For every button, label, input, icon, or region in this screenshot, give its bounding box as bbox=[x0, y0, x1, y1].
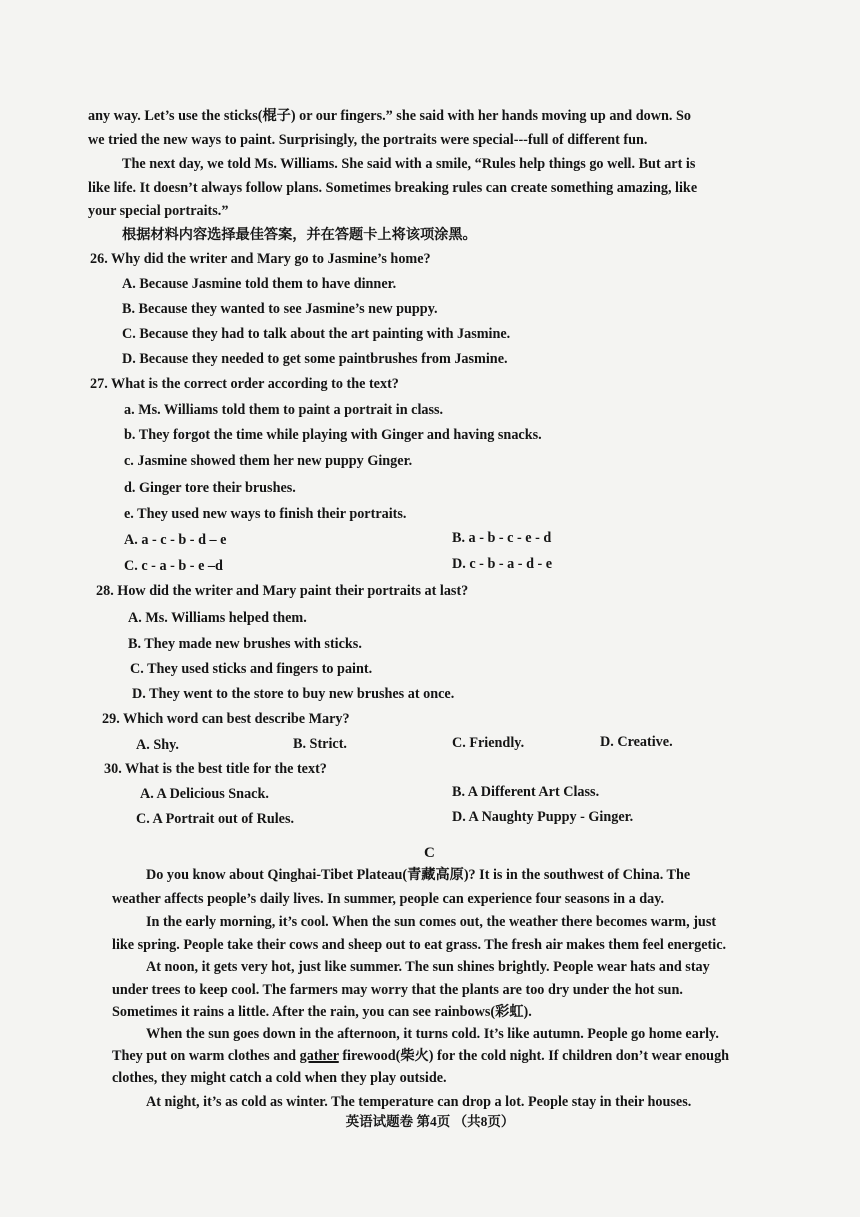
passage-line: like life. It doesn’t always follow plans. Sometimes breaking rules can create something amazing, like bbox=[88, 180, 698, 196]
option-b[interactable]: B. Strict. bbox=[293, 736, 347, 752]
passage-line: The next day, we told Ms. Williams. She said with a smile, “Rules help things go well. But art is bbox=[122, 156, 696, 172]
option-a[interactable]: A. Shy. bbox=[136, 737, 179, 753]
question-stem: 26. Why did the writer and Mary go to Jasmine’s home? bbox=[90, 251, 431, 267]
text-run: They put on warm clothes and bbox=[112, 1048, 300, 1064]
option-d[interactable]: D. They went to the store to buy new brushes at once. bbox=[132, 686, 455, 702]
event-item: a. Ms. Williams told them to paint a portrait in class. bbox=[124, 402, 444, 418]
question-stem: 27. What is the correct order according to the text? bbox=[90, 376, 399, 392]
passage-line: Do you know about Qinghai-Tibet Plateau(青藏高原)? It is in the southwest of China. The bbox=[146, 867, 691, 883]
passage-line: any way. Let’s use the sticks(棍子) or our fingers.” she said with her hands moving up and down. So bbox=[88, 108, 691, 124]
option-a[interactable]: A. a - c - b - d – e bbox=[124, 532, 227, 548]
passage-line: At night, it’s as cold as winter. The temperature can drop a lot. People stay in their houses. bbox=[146, 1094, 692, 1110]
passage-line: weather affects people’s daily lives. In summer, people can experience four seasons in a day. bbox=[112, 891, 665, 907]
page-footer: 英语试题卷 第4页 （共8页） bbox=[345, 1114, 515, 1129]
text-run: firewood(柴火) for the cold night. If children don’t wear enough bbox=[338, 1048, 730, 1064]
option-d[interactable]: D. Creative. bbox=[600, 734, 673, 750]
instruction: 根据材料内容选择最佳答案，并在答题卡上将该项涂黑。 bbox=[122, 227, 477, 243]
passage-line: we tried the new ways to paint. Surprisingly, the portraits were special---full of different fun. bbox=[88, 132, 648, 148]
passage-line: like spring. People take their cows and sheep out to eat grass. The fresh air makes them feel energetic. bbox=[112, 937, 727, 953]
event-item: d. Ginger tore their brushes. bbox=[124, 480, 296, 496]
event-item: c. Jasmine showed them her new puppy Ginger. bbox=[124, 453, 413, 469]
option-d[interactable]: D. Because they needed to get some paintbrushes from Jasmine. bbox=[122, 351, 508, 367]
option-a[interactable]: A. Because Jasmine told them to have dinner. bbox=[122, 276, 397, 292]
passage-line: Sometimes it rains a little. After the rain, you can see rainbows(彩虹). bbox=[112, 1004, 532, 1020]
passage-line: your special portraits.” bbox=[88, 203, 229, 219]
option-c[interactable]: C. Because they had to talk about the art painting with Jasmine. bbox=[122, 326, 511, 342]
option-d[interactable]: D. A Naughty Puppy - Ginger. bbox=[452, 809, 634, 825]
event-item: b. They forgot the time while playing with Ginger and having snacks. bbox=[124, 427, 542, 443]
passage-line bbox=[112, 1047, 729, 1065]
underlined-word: gather bbox=[299, 1048, 339, 1064]
passage-line: At noon, it gets very hot, just like summer. The sun shines brightly. People wear hats and stay bbox=[146, 959, 710, 975]
question-stem: 29. Which word can best describe Mary? bbox=[102, 711, 350, 727]
passage-line: When the sun goes down in the afternoon, it turns cold. It’s like autumn. People go home early. bbox=[146, 1026, 719, 1042]
option-b[interactable]: B. Because they wanted to see Jasmine’s new puppy. bbox=[122, 301, 438, 317]
option-a[interactable]: A. Ms. Williams helped them. bbox=[128, 610, 307, 626]
passage-line: clothes, they might catch a cold when they play outside. bbox=[112, 1070, 447, 1086]
section-heading: C bbox=[424, 845, 435, 861]
option-c[interactable]: C. Friendly. bbox=[452, 735, 525, 751]
option-a[interactable]: A. A Delicious Snack. bbox=[140, 786, 269, 802]
option-c[interactable]: C. A Portrait out of Rules. bbox=[136, 811, 295, 827]
option-d[interactable]: D. c - b - a - d - e bbox=[452, 556, 553, 572]
option-b[interactable]: B. a - b - c - e - d bbox=[452, 530, 552, 546]
option-b[interactable]: B. They made new brushes with sticks. bbox=[128, 636, 362, 652]
passage-line: under trees to keep cool. The farmers may worry that the plants are too dry under the hot sun. bbox=[112, 982, 683, 998]
option-b[interactable]: B. A Different Art Class. bbox=[452, 784, 600, 800]
event-item: e. They used new ways to finish their portraits. bbox=[124, 506, 407, 522]
question-stem: 30. What is the best title for the text? bbox=[104, 761, 327, 777]
option-c[interactable]: C. They used sticks and fingers to paint. bbox=[130, 661, 373, 677]
option-c[interactable]: C. c - a - b - e –d bbox=[124, 558, 223, 574]
passage-line: In the early morning, it’s cool. When the sun comes out, the weather there becomes warm, just bbox=[146, 914, 717, 930]
question-stem: 28. How did the writer and Mary paint their portraits at last? bbox=[96, 583, 469, 599]
